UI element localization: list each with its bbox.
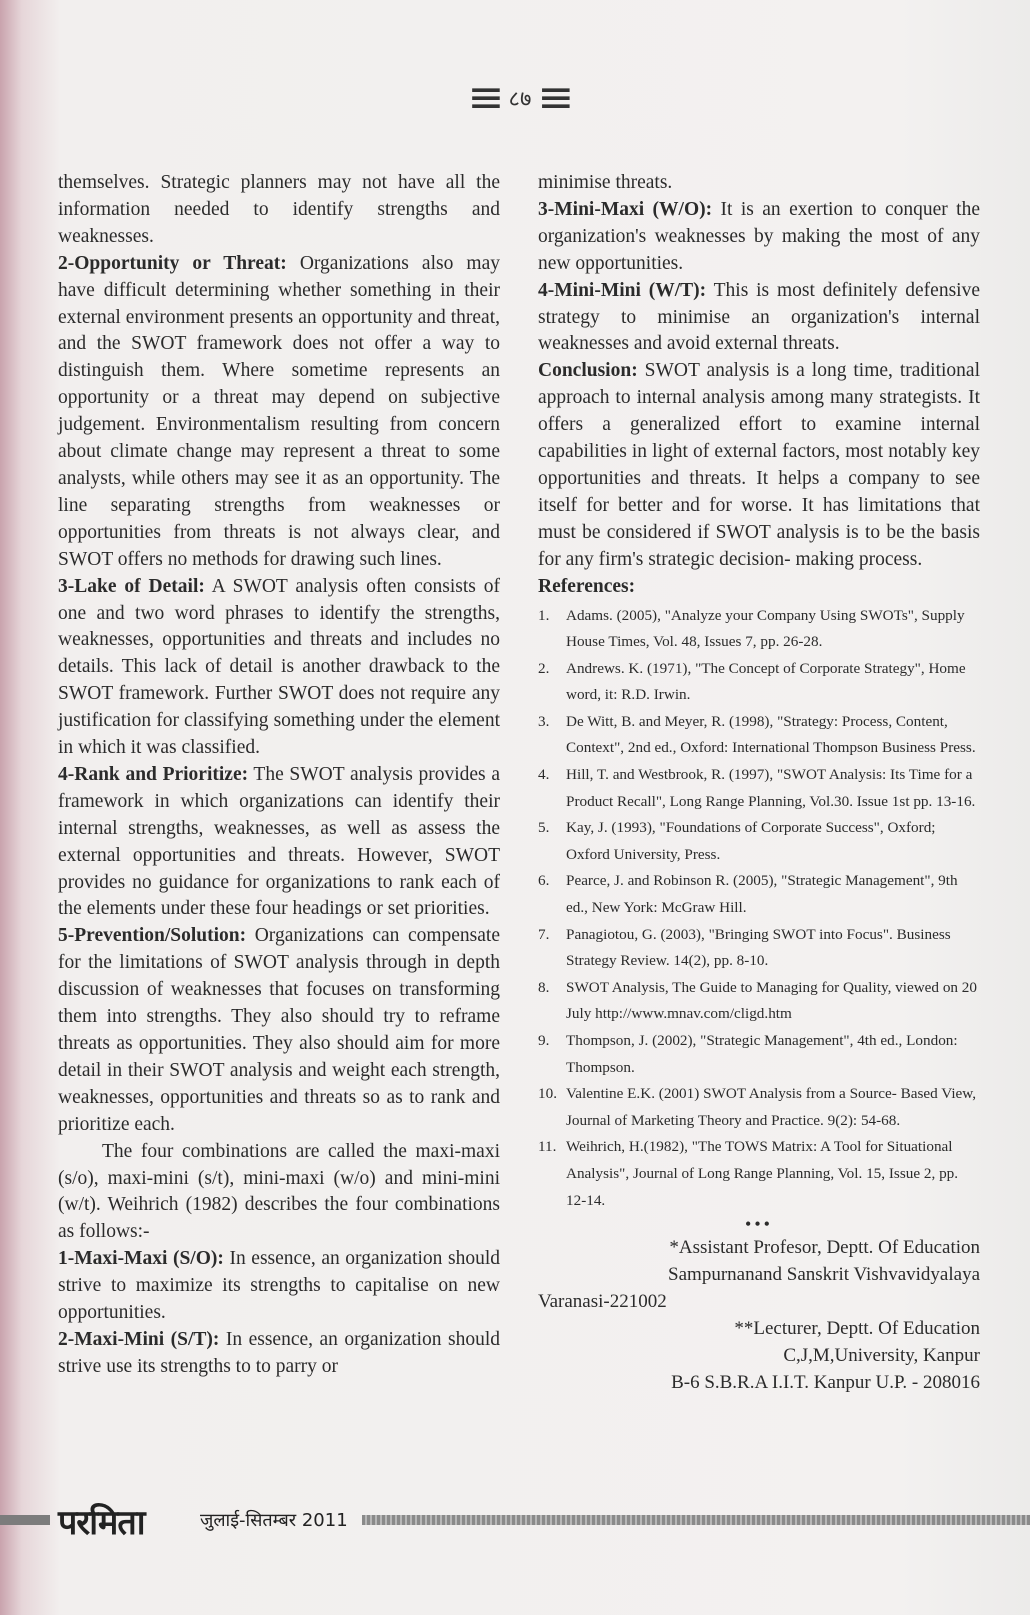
- reference-item: 10. Valentine E.K. (2001) SWOT Analysis from a Source- Based View, Journal of Marketing Theory and Practice. 9(2): 54-68.: [538, 1085, 977, 1129]
- paragraph-lake-of-detail: 3-Lake of Detail: A SWOT analysis often consists of one and two word phrases to identify the strengths, weaknesses, opportunities and threats and includes no details. This lack of detail is another drawback to the SWOT framework. Further SWOT does not require any justification for classifying something under the element in which it was classified.: [58, 575, 500, 759]
- reference-item: 7. Panagiotou, G. (2003), "Bringing SWOT into Focus". Business Strategy Review. 14(2), pp. 8-10.: [538, 925, 951, 970]
- paragraph-prevention-solution: 5-Prevention/Solution: Organizations can compensate for the limitations of SWOT analysis through in depth discussion of weaknesses that focuses on transforming them into strengths. They also should try to reframe threats as opportunities. They also should aim for more detail in their SWOT analysis and weight each strength, weaknesses, opportunities and threats so as to rank and prioritize each.: [58, 925, 500, 1135]
- paragraph: minimise threats.: [538, 172, 673, 193]
- page-number-text: ८७: [508, 87, 532, 112]
- issue-date: जुलाई-सितम्बर 2011: [200, 1510, 348, 1531]
- section-heading: 2-Opportunity or Threat:: [58, 252, 287, 274]
- section-separator: •••: [745, 1214, 773, 1235]
- reference-item: 11. Weihrich, H.(1982), "The TOWS Matrix: A Tool for Situational Analysis", Journal of Long Range Planning, Vol. 15, Issue 2, pp. 12-14.: [538, 1138, 959, 1209]
- reference-item: 5. Kay, J. (1993), "Foundations of Corporate Success", Oxford; Oxford University, Press.: [538, 819, 936, 863]
- section-heading: 5-Prevention/Solution:: [58, 925, 247, 947]
- paragraph-maxi-maxi: 1-Maxi-Maxi (S/O): In essence, an organization should strive to maximize its strengths to capitalise on new opportunities.: [58, 1248, 501, 1324]
- section-heading: 1-Maxi-Maxi (S/O):: [58, 1248, 224, 1270]
- reference-item: 8. SWOT Analysis, The Guide to Managing for Quality, viewed on 20 July http://www.mnav.com/cligd.htm: [538, 978, 977, 1023]
- affiliation-line: *Assistant Profesor, Deptt. Of Education: [669, 1237, 980, 1259]
- paragraph-combinations: The four combinations are called the maxi-maxi (s/o), maxi-mini (s/t), mini-maxi (w/o) and mini-mini (w/t). Weihrich (1982) describes the four combinations as follows:-: [58, 1140, 500, 1243]
- affiliation-line: Varanasi-221002: [538, 1291, 667, 1313]
- section-heading: Conclusion:: [538, 360, 638, 382]
- footer: [0, 1502, 1030, 1543]
- right-column: [538, 170, 980, 1396]
- references-title: References:: [538, 575, 636, 597]
- section-heading: 3-Mini-Maxi (W/O):: [538, 198, 713, 220]
- reference-item: 2. Andrews. K. (1971), "The Concept of Corporate Strategy", Home word, it: R.D. Irwin.: [538, 659, 966, 704]
- paragraph-mini-mini: 4-Mini-Mini (W/T): This is most definitely defensive strategy to minimise an organization's internal weaknesses and avoid external threats.: [538, 279, 980, 355]
- affiliation-line: B-6 S.B.R.A I.I.T. Kanpur U.P. - 208016: [671, 1372, 980, 1394]
- affiliation-line: **Lecturer, Deptt. Of Education: [734, 1318, 980, 1340]
- paragraph-maxi-mini: 2-Maxi-Mini (S/T): In essence, an organization should strive use its strengths to to parry or: [58, 1328, 500, 1377]
- footer-rule: [0, 1515, 50, 1525]
- reference-item: 1. Adams. (2005), "Analyze your Company Using SWOTs", Supply House Times, Vol. 48, Issues 7, pp. 26-28.: [538, 606, 965, 651]
- left-column: [58, 170, 500, 1381]
- paragraph-mini-maxi: 3-Mini-Maxi (W/O): It is an exertion to conquer the organization's weaknesses by making the most of any new opportunities.: [538, 198, 980, 274]
- section-heading: 4-Rank and Prioritize:: [58, 763, 249, 785]
- paragraph-conclusion: Conclusion: SWOT analysis is a long time, traditional approach to internal analysis among many strategists. It offers a generalized effort to examine internal capabilities in light of external factors, most notably key opportunities and threats. It helps a company to see itself for better and for worse. It has limitations that must be considered if SWOT analysis is to be the basis for any firm's strategic decision- making process.: [538, 360, 980, 570]
- page-number-ornament-right: ≡: [537, 72, 573, 123]
- reference-item: 6. Pearce, J. and Robinson R. (2005), "Strategic Management", 9th ed., New York: McGraw Hill.: [538, 872, 958, 917]
- paragraph-opportunity-threat: 2-Opportunity or Threat: Organizations also may have difficult determining whether something in their external environment presents an opportunity and threat, and the SWOT framework does not offer a way to distinguish them. Where sometime represents an opportunity or a threat may depend on subjective judgement. Environmentalism resulting from concern about climate change may represent a threat to some analysts, while others may see it as an opportunity. The line separating strengths from weaknesses or opportunities from threats is not always clear, and SWOT offers no methods for drawing such lines.: [58, 252, 500, 570]
- page-number-ornament-left: ≡: [467, 72, 503, 123]
- section-heading: 2-Maxi-Mini (S/T):: [58, 1328, 220, 1350]
- reference-item: 3. De Witt, B. and Meyer, R. (1998), "Strategy: Process, Content, Context", 2nd ed., Oxford: International Thompson Business Press.: [538, 712, 976, 757]
- footer-rule: [362, 1515, 1030, 1525]
- reference-item: 4. Hill, T. and Westbrook, R. (1997), "SWOT Analysis: Its Time for a Product Recall", Long Range Planning, Vol.30. Issue 1st pp. 13-16.: [538, 766, 976, 810]
- reference-item: 9. Thompson, J. (2002), "Strategic Management", 4th ed., London: Thompson.: [538, 1032, 958, 1076]
- section-heading: 3-Lake of Detail:: [58, 575, 205, 597]
- page-number: [455, 72, 585, 126]
- paragraph-rank-prioritize: 4-Rank and Prioritize: The SWOT analysis provides a framework in which organizations can identify their internal strengths, weaknesses, as well as assess the external opportunities and threats. However, SWOT provides no guidance for organizations to rank each of the elements under these four headings or set priorities.: [58, 763, 500, 920]
- affiliation-line: C,J,M,University, Kanpur: [783, 1345, 980, 1367]
- journal-logo: परमिता: [58, 1503, 145, 1543]
- paragraph: themselves. Strategic planners may not have all the information needed to identify strengths and weaknesses.: [58, 172, 500, 247]
- references-list: [538, 603, 980, 1215]
- affiliation-line: Sampurnanand Sanskrit Vishvavidyalaya: [668, 1264, 980, 1286]
- section-heading: 4-Mini-Mini (W/T):: [538, 279, 707, 301]
